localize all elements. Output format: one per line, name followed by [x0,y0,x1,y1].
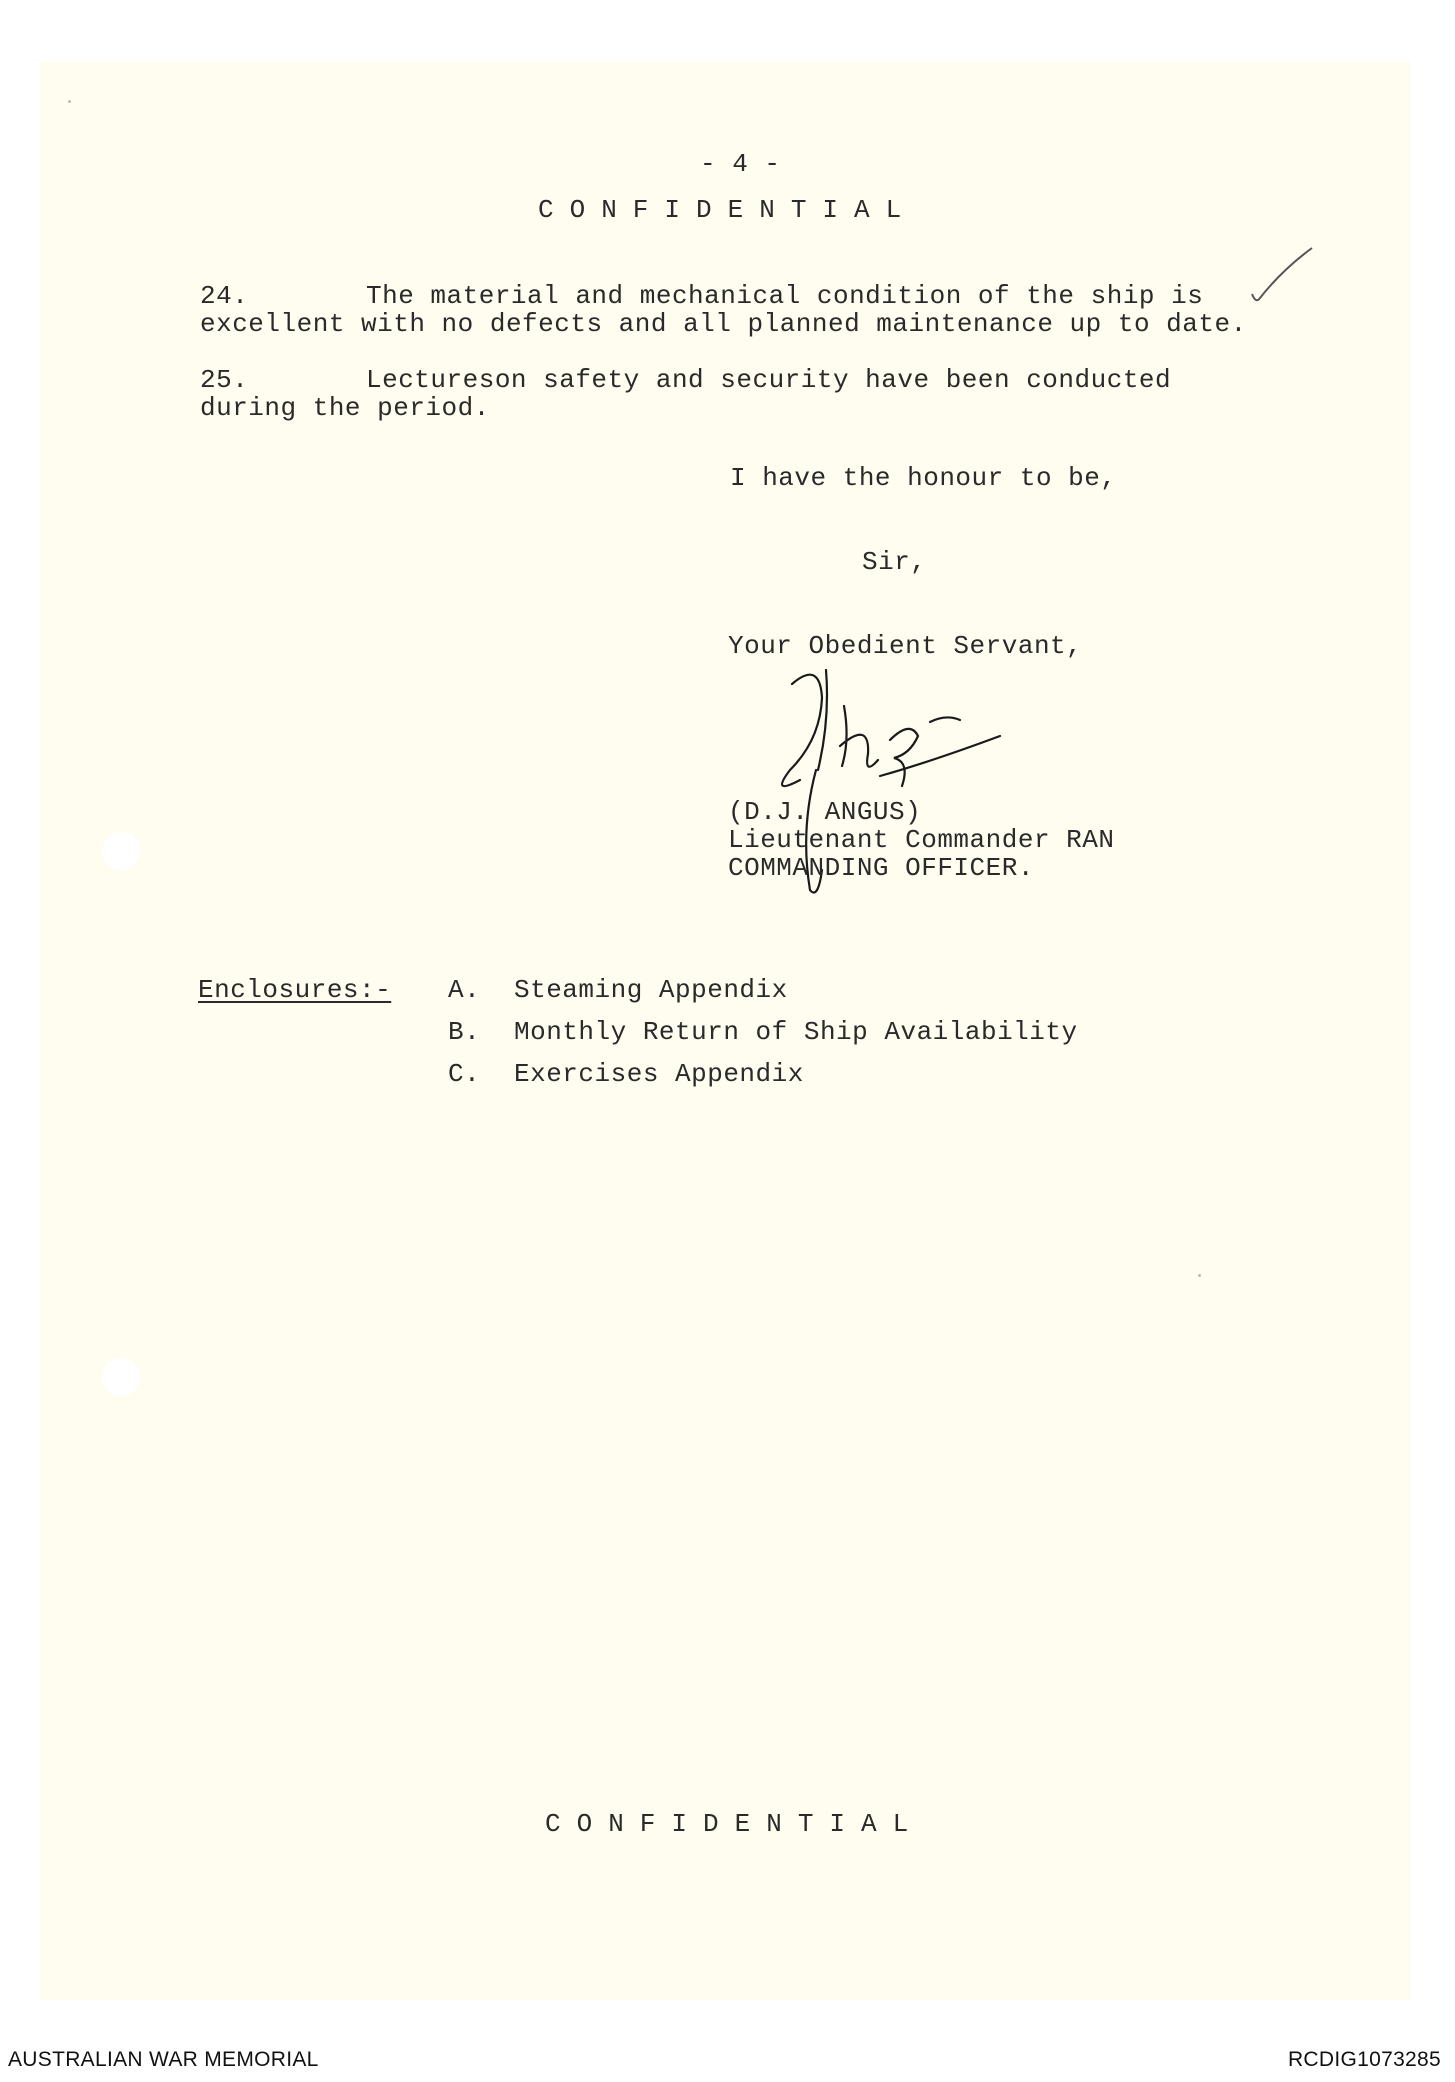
enclosures-label: Enclosures:- [198,975,392,1005]
closing-valediction: Your Obedient Servant, [728,631,1083,661]
enclosure-letter: A. [448,975,481,1005]
classification-footer: CONFIDENTIAL [545,1809,925,1839]
paragraph-25-number: 25. [200,365,249,395]
institution-credit: AUSTRALIAN WAR MEMORIAL [8,2048,319,2071]
signatory-name: (D.J. ANGUS) [728,797,922,827]
closing-salutation: Sir, [862,547,927,577]
closing-honour: I have the honour to be, [730,463,1117,493]
enclosure-title: Exercises Appendix [514,1059,804,1089]
paper-speck [68,100,71,103]
enclosure-title: Steaming Appendix [514,975,788,1005]
signatory-title: COMMANDING OFFICER. [728,853,1034,883]
record-id: RCDIG1073285 [1287,2048,1441,2071]
enclosure-letter: C. [448,1059,481,1089]
paragraph-25-line1: Lectureson safety and security have been conducted [366,365,1172,395]
enclosure-title: Monthly Return of Ship Availability [514,1017,1078,1047]
checkmark-icon [1248,244,1318,308]
punch-hole [102,832,140,870]
page-number: - 4 - [700,149,781,179]
paragraph-24-number: 24. [200,281,249,311]
classification-header: CONFIDENTIAL [538,195,918,225]
paragraph-24-line2: excellent with no defects and all planned maintenance up to date. [200,309,1247,339]
punch-hole [102,1358,140,1396]
signatory-rank: Lieutenant Commander RAN [728,825,1115,855]
paper-speck [1198,1274,1201,1277]
paragraph-25-line2: during the period. [200,393,490,423]
paragraph-24-line1: The material and mechanical condition of the ship is [366,281,1204,311]
enclosure-letter: B. [448,1017,481,1047]
